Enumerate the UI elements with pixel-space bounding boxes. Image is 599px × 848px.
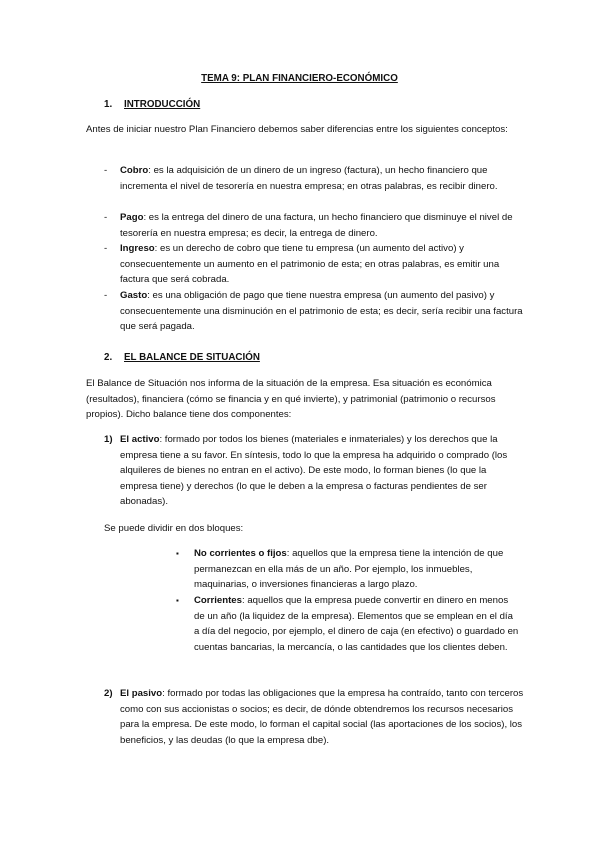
activo-item bbox=[104, 432, 524, 510]
bloque-text: : aquellos que la empresa tiene la intención de que permanezcan en ella más de un año. Por ejemplo, los inmuebles, maquinarias, o inversiones financieras a largo plazo. bbox=[194, 548, 504, 591]
activo-term: El activo bbox=[120, 434, 160, 445]
concept-item-gasto bbox=[104, 288, 524, 335]
concept-text: : es la adquisición de un dinero de un ingreso (factura), un hecho financiero que incrementa el nivel de tesorería en nuestra empresa; en otras palabras, es recibir dinero. bbox=[120, 165, 498, 192]
dash-marker: - bbox=[104, 165, 108, 176]
concept-item-cobro bbox=[104, 163, 524, 194]
dash-marker: - bbox=[104, 243, 108, 254]
list-marker: 1) bbox=[104, 434, 113, 445]
section-title: INTRODUCCIÓN bbox=[124, 99, 201, 110]
intro-paragraph: Antes de iniciar nuestro Plan Financiero debemos saber diferencias entre los siguientes conceptos: bbox=[86, 124, 508, 135]
concept-term: Ingreso bbox=[120, 243, 155, 254]
concept-term: Gasto bbox=[120, 290, 148, 301]
bloque-term: No corrientes o fijos bbox=[194, 548, 287, 559]
section-title: EL BALANCE DE SITUACIÓN bbox=[124, 352, 260, 363]
dash-marker: - bbox=[104, 212, 108, 223]
bloque-term: Corrientes bbox=[194, 595, 242, 606]
bloque-item-corrientes bbox=[176, 593, 520, 655]
concept-term: Cobro bbox=[120, 165, 149, 176]
dash-marker: - bbox=[104, 290, 108, 301]
list-marker: 2) bbox=[104, 688, 113, 699]
document-title: TEMA 9: PLAN FINANCIERO-ECONÓMICO bbox=[201, 73, 398, 84]
pasivo-item bbox=[104, 686, 524, 748]
bloque-text: : aquellos que la empresa puede convertir en dinero en menos de un año (la liquidez de la empresa). Elementos que se emplean en el día a día del negocio, por ejemplo, el dinero de caja (en efectivo) o guardado en cuentas bancarias, la mercancía, o las cantidades que los clientes deben. bbox=[194, 595, 519, 653]
pasivo-text: : formado por todas las obligaciones que la empresa ha contraído, tanto con terceros como con sus accionistas o socios; es decir, de dónde obtendremos los recursos necesarios para la empresa. De este modo, lo forman el capital social (las aportaciones de los socios), los beneficios, y las deudas (lo que la empresa dbe). bbox=[120, 688, 524, 746]
concept-text: : es una obligación de pago que tiene nuestra empresa (un aumento del pasivo) y consecuentemente una disminución en el patrimonio de esta; es decir, sería recibir una factura que será pagada. bbox=[120, 290, 523, 333]
concept-item-pago bbox=[104, 210, 524, 241]
pasivo-term: El pasivo bbox=[120, 688, 163, 699]
section-heading-introduccion bbox=[104, 97, 200, 113]
concept-term: Pago bbox=[120, 212, 144, 223]
square-bullet-icon: ▪ bbox=[176, 549, 179, 558]
section-heading-balance bbox=[104, 350, 260, 366]
concept-item-ingreso bbox=[104, 241, 524, 288]
square-bullet-icon: ▪ bbox=[176, 596, 179, 605]
balance-intro-paragraph: El Balance de Situación nos informa de la situación de la empresa. Esa situación es económica (resultados), financiera (cómo se financia y en qué invierte), y patrimonial (patrimonio o recursos propios). Dicho balance tiene dos componentes: bbox=[86, 378, 496, 421]
section-number: 2. bbox=[104, 352, 113, 363]
concept-text: : es un derecho de cobro que tiene tu empresa (un aumento del activo) y consecuentemente un aumento en el patrimonio de esta; en otras palabras, es emitir una factura que será cobrada. bbox=[120, 243, 500, 286]
concept-text: : es la entrega del dinero de una factura, un hecho financiero que disminuye el nivel de tesorería en nuestra empresa; es decir, la entrega de dinero. bbox=[120, 212, 513, 239]
section-number: 1. bbox=[104, 99, 113, 110]
activo-text: : formado por todos los bienes (materiales e inmateriales) y los derechos que la empresa tiene a su favor. En síntesis, todo lo que la empresa ha adquirido o comprado (los alquileres de bienes no entran en el activo). De este modo, lo forman bienes (lo que la empresa tiene) y derechos (lo que le deben a la empresa o facturas pendientes de ser abonadas). bbox=[120, 434, 508, 508]
divide-text: Se puede dividir en dos bloques: bbox=[104, 523, 244, 534]
bloque-item-no-corrientes bbox=[176, 546, 520, 593]
